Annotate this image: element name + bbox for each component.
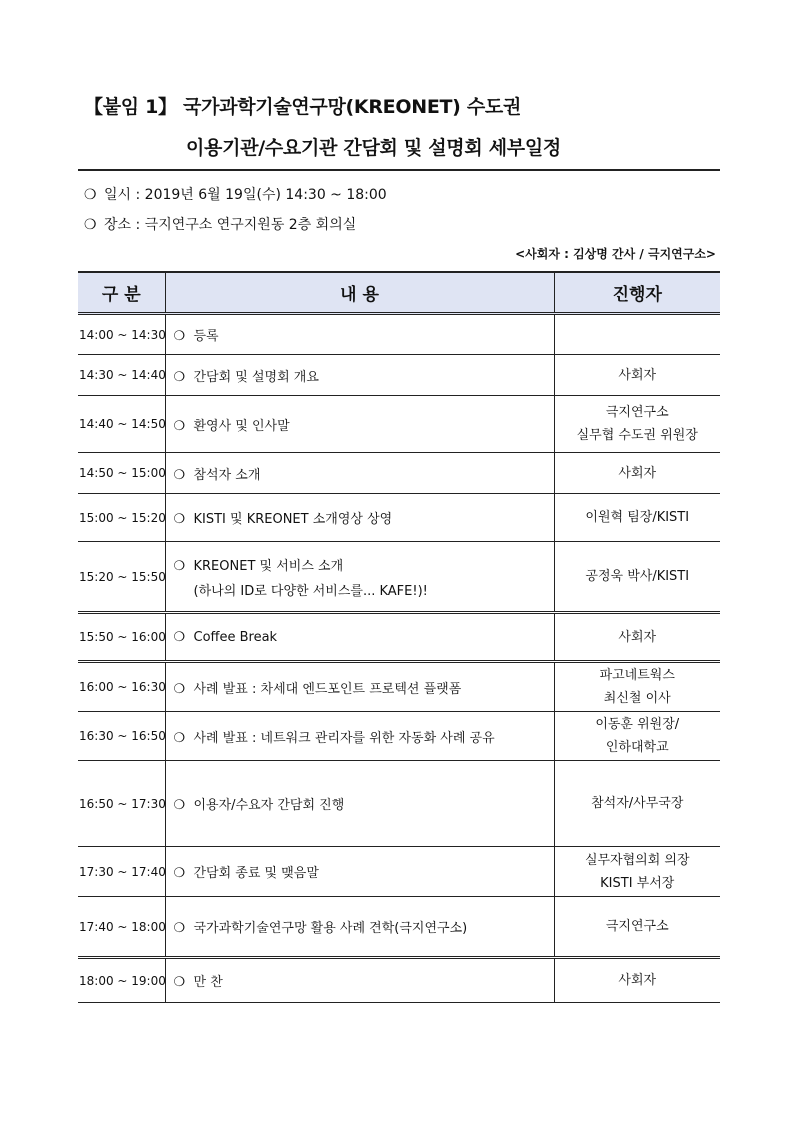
presenter-text: 사회자: [618, 367, 657, 383]
content-text: 사례 발표 : 차세대 엔드포인트 프로텍션 플랫폼: [193, 681, 462, 697]
presenter-cell: [554, 542, 720, 613]
presenter-text: 공정욱 박사/KISTI: [585, 569, 690, 584]
circle-bullet-icon: ❍: [173, 798, 186, 813]
header-section: 구 분: [78, 272, 165, 314]
schedule-table: [78, 271, 720, 1003]
table-row: [78, 613, 720, 662]
presenter-text: 극지연구소: [605, 405, 669, 420]
content-text: KREONET 및 서비스 소개: [193, 558, 344, 574]
moderator-note: <사회자 : 김상명 간사 / 극지연구소>: [515, 247, 716, 261]
presenter-cell: [554, 314, 720, 355]
presenter-text: 참석자/사무국장: [591, 796, 684, 811]
content-text: 등록: [193, 329, 219, 344]
header-content: 내 용: [165, 272, 554, 314]
table-header-row: [78, 272, 720, 314]
title-line-1: 【붙임 1】 국가과학기술연구망(KREONET) 수도권: [84, 96, 522, 118]
presenter-cell: [554, 494, 720, 542]
presenter-cell: [554, 847, 720, 897]
circle-bullet-icon: ❍: [173, 418, 186, 434]
table-row: [78, 847, 720, 897]
info-place: [84, 214, 356, 234]
circle-bullet-icon: ❍: [173, 512, 186, 527]
presenter-cell: [554, 453, 720, 494]
content-text: (하나의 ID로 다양한 서비스를... KAFE!)!: [193, 583, 428, 599]
presenter-cell: [554, 613, 720, 662]
presenter-cell: [554, 897, 720, 958]
time-cell: 17:40 ~ 18:00: [78, 897, 165, 958]
presenter-text: 이동훈 위원장/: [595, 717, 680, 732]
presenter-text: KISTI 부서장: [600, 875, 675, 891]
presenter-cell: [554, 761, 720, 847]
presenter-text: 사회자: [618, 629, 657, 645]
table-row: [78, 662, 720, 712]
schedule-body: [78, 314, 720, 1003]
content-text: Coffee Break: [193, 629, 278, 645]
circle-bullet-icon: ❍: [173, 866, 186, 881]
content-text: 이용자/수요자 간담회 진행: [193, 798, 345, 813]
time-cell: 16:00 ~ 16:30: [78, 662, 165, 712]
content-text: 국가과학기술연구망 활용 사례 견학(극지연구소): [193, 921, 468, 936]
time-cell: 14:50 ~ 15:00: [78, 453, 165, 494]
header-presenter: 진행자: [554, 272, 720, 314]
circle-bullet-icon: ❍: [173, 975, 186, 990]
circle-bullet-icon: ❍: [173, 921, 186, 936]
time-cell: 16:50 ~ 17:30: [78, 761, 165, 847]
presenter-cell: [554, 712, 720, 761]
content-text: 간담회 및 설명회 개요: [193, 369, 319, 385]
presenter-text: 사회자: [618, 973, 657, 988]
content-cell: [165, 542, 554, 613]
table-row: [78, 542, 720, 613]
table-row: [78, 453, 720, 494]
place-text: 장소 : 극지연구소 연구지원동 2층 회의실: [104, 217, 357, 233]
info-datetime: [84, 184, 387, 204]
time-cell: 15:20 ~ 15:50: [78, 542, 165, 613]
presenter-cell: [554, 355, 720, 396]
circle-bullet-icon: ❍: [84, 217, 97, 233]
table-row: [78, 712, 720, 761]
content-cell: [165, 712, 554, 761]
content-text: 환영사 및 인사말: [193, 418, 290, 434]
title-divider: [78, 169, 720, 171]
content-text: 참석자 소개: [193, 467, 261, 483]
table-row: [78, 761, 720, 847]
content-cell: [165, 958, 554, 1003]
table-row: [78, 396, 720, 453]
table-row: [78, 494, 720, 542]
circle-bullet-icon: ❍: [84, 187, 97, 203]
time-cell: 14:00 ~ 14:30: [78, 314, 165, 355]
circle-bullet-icon: ❍: [173, 329, 186, 344]
content-text: 만 찬: [193, 975, 223, 990]
title-line-2: 이용기관/수요기관 간담회 및 설명회 세부일정: [186, 137, 561, 159]
content-text: 간담회 종료 및 맺음말: [193, 866, 319, 881]
time-cell: 14:40 ~ 14:50: [78, 396, 165, 453]
table-row: [78, 897, 720, 958]
content-cell: [165, 494, 554, 542]
content-cell: [165, 314, 554, 355]
circle-bullet-icon: ❍: [173, 730, 186, 746]
content-cell: [165, 613, 554, 662]
presenter-text: 인하대학교: [605, 740, 669, 755]
circle-bullet-icon: ❍: [173, 629, 186, 645]
time-cell: 16:30 ~ 16:50: [78, 712, 165, 761]
content-cell: [165, 396, 554, 453]
presenter-text: 실무자협의회 의장: [584, 852, 690, 868]
presenter-text: 파고네트웍스: [599, 668, 675, 683]
table-row: [78, 355, 720, 396]
presenter-text: 최신철 이사: [603, 691, 671, 706]
table-row: [78, 958, 720, 1003]
presenter-cell: [554, 396, 720, 453]
presenter-cell: [554, 662, 720, 712]
circle-bullet-icon: ❍: [173, 558, 186, 574]
time-cell: 15:50 ~ 16:00: [78, 613, 165, 662]
presenter-text: 사회자: [618, 465, 657, 481]
content-cell: [165, 453, 554, 494]
circle-bullet-icon: ❍: [173, 681, 186, 697]
time-cell: 14:30 ~ 14:40: [78, 355, 165, 396]
time-cell: 17:30 ~ 17:40: [78, 847, 165, 897]
circle-bullet-icon: ❍: [173, 467, 186, 483]
presenter-cell: [554, 958, 720, 1003]
presenter-text: 이원혁 팀장/KISTI: [585, 510, 690, 525]
content-cell: [165, 662, 554, 712]
content-cell: [165, 355, 554, 396]
content-text: 사례 발표 : 네트워크 관리자를 위한 자동화 사례 공유: [193, 730, 495, 746]
table-row: [78, 314, 720, 355]
content-cell: [165, 761, 554, 847]
presenter-text: 실무협 수도권 위원장: [576, 428, 698, 443]
time-cell: 18:00 ~ 19:00: [78, 958, 165, 1003]
presenter-text: 극지연구소: [605, 919, 669, 934]
content-text: KISTI 및 KREONET 소개영상 상영: [193, 512, 393, 527]
datetime-text: 일시 : 2019년 6월 19일(수) 14:30 ~ 18:00: [104, 187, 387, 203]
circle-bullet-icon: ❍: [173, 369, 186, 385]
content-cell: [165, 847, 554, 897]
content-cell: [165, 897, 554, 958]
time-cell: 15:00 ~ 15:20: [78, 494, 165, 542]
